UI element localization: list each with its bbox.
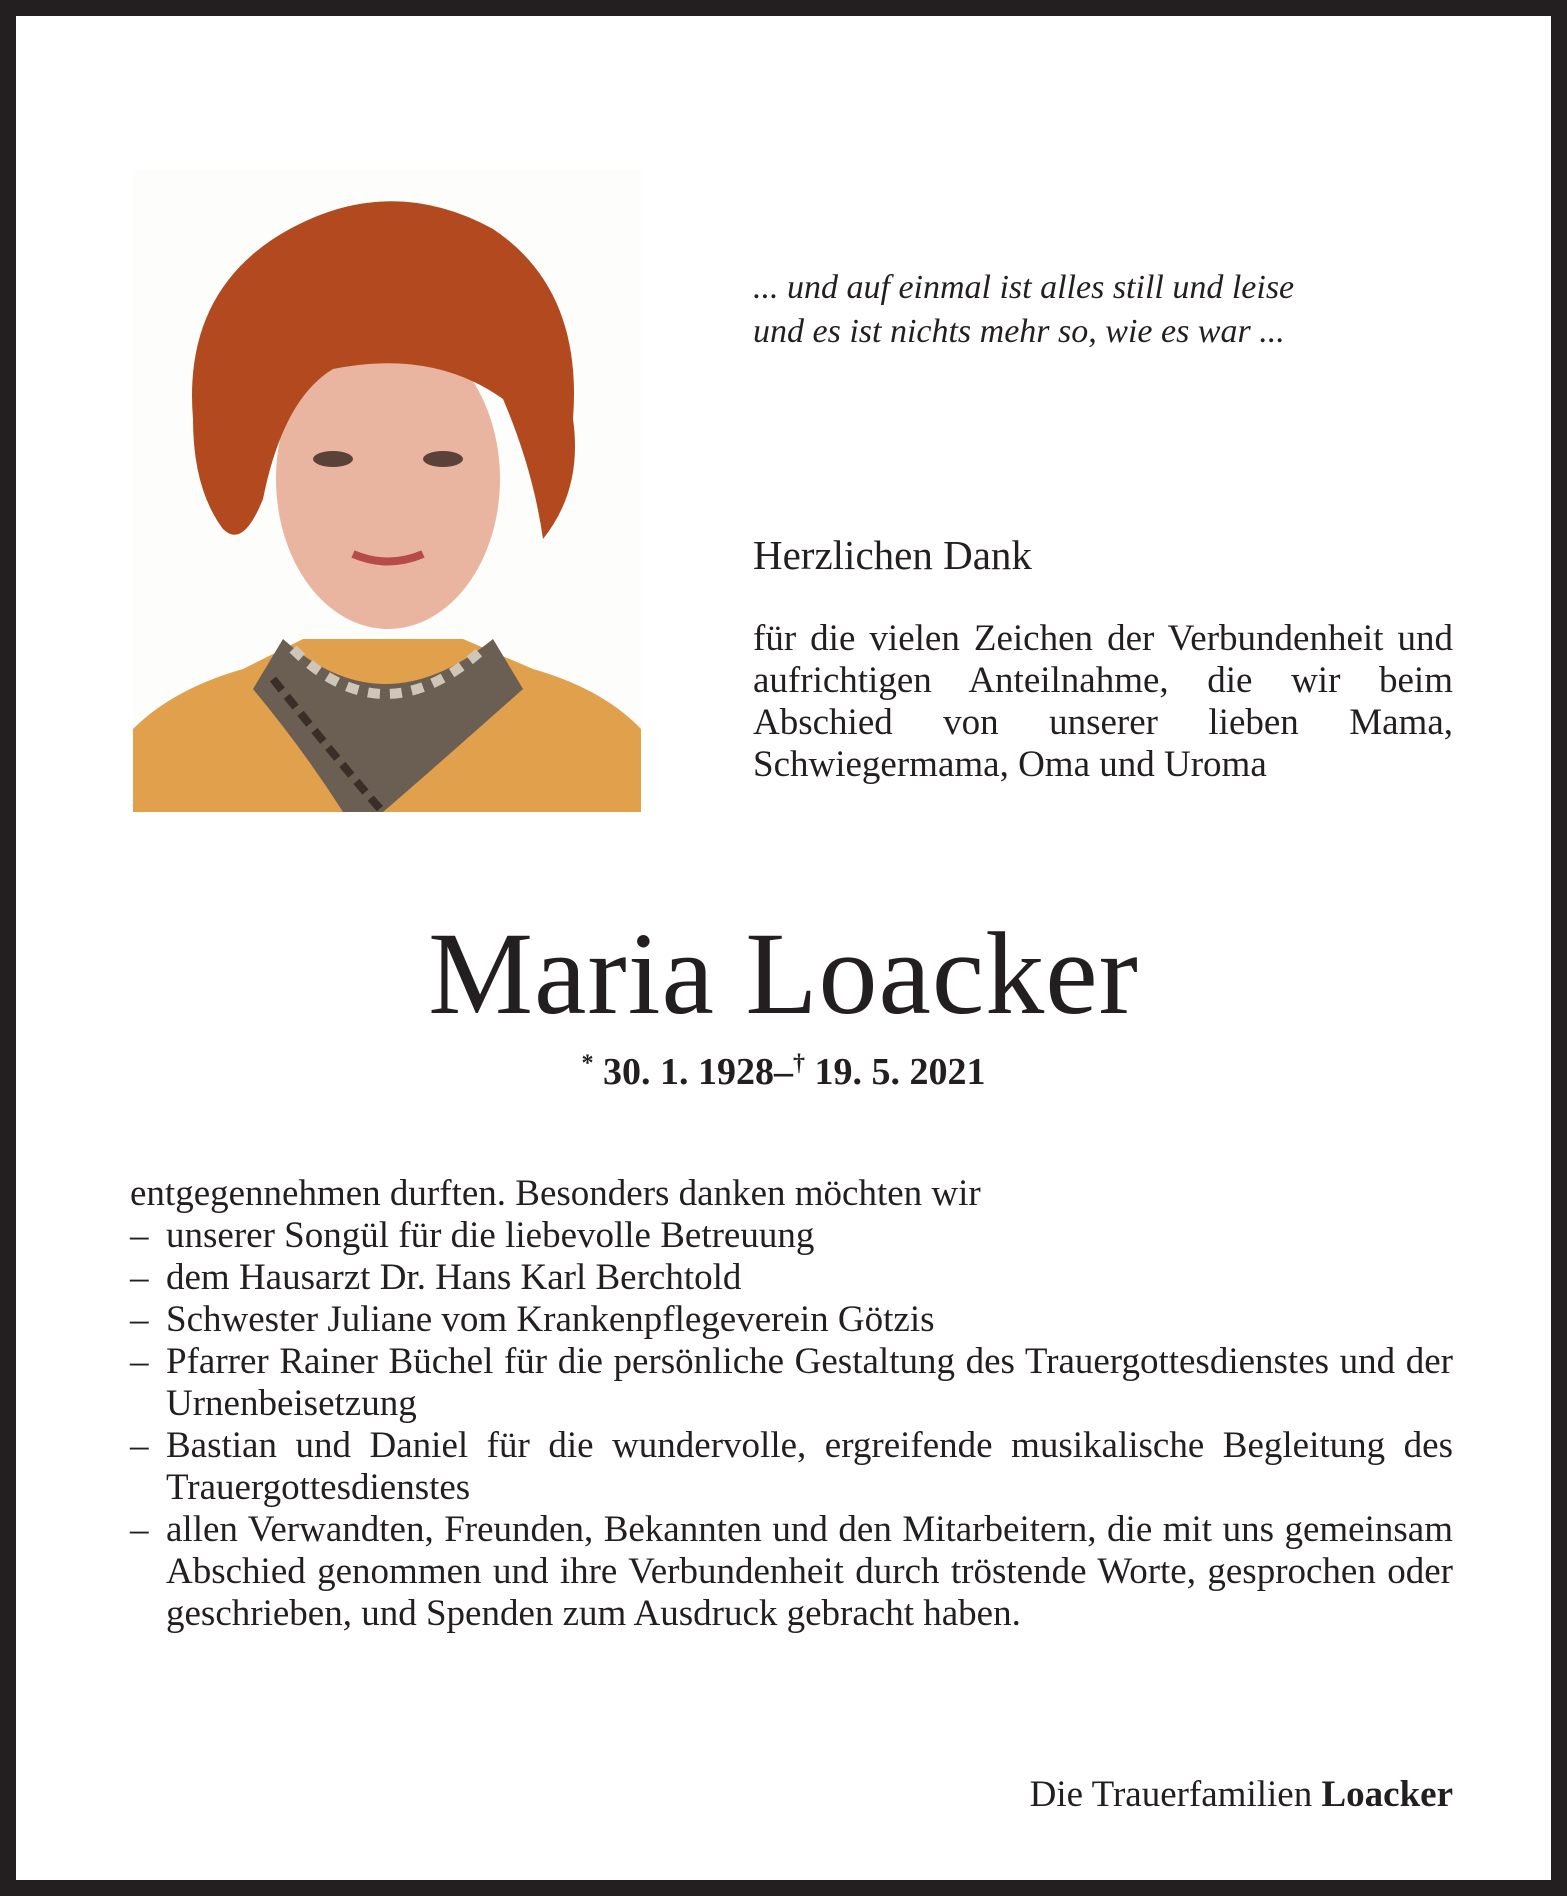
list-item: – Bastian und Daniel für die wundervolle, ergreifende musikalische Begleitung des Trauergottesdienstes [130, 1425, 1453, 1509]
list-item: – dem Hausarzt Dr. Hans Karl Berchtold [130, 1257, 1453, 1299]
list-item: – unserer Songül für die liebevolle Betreuung [130, 1215, 1453, 1257]
quote-line: und es ist nichts mehr so, wie es war ... [753, 313, 1285, 350]
deceased-name: Maria Loacker [428, 908, 1139, 1039]
body-intro: entgegennehmen durften. Besonders danken möchten wir [130, 1173, 981, 1214]
list-item: – Schwester Juliane vom Krankenpflegeverein Götzis [130, 1299, 1453, 1341]
quote-line: ... und auf einmal ist alles still und leise [753, 269, 1295, 306]
birth-star-icon: * [581, 1050, 594, 1077]
death-cross-icon: † [793, 1050, 805, 1077]
portrait-photo [133, 169, 641, 812]
life-dates [16, 1050, 1551, 1094]
list-item: – allen Verwandten, Freunden, Bekannten und den Mitarbeitern, die mit uns gemeinsam Abschied genommen und ihre Verbundenheit durch tröstende Worte, gesprochen oder geschrieben, und Spenden zum Ausdruck gebracht haben. [130, 1509, 1453, 1635]
list-item: – Pfarrer Rainer Büchel für die persönliche Gestaltung des Trauergottesdienstes und der Urnenbeisetzung [130, 1341, 1453, 1425]
thanks-title: Herzlichen Dank [753, 532, 1032, 578]
date-separator: – [774, 1051, 793, 1093]
intro-text: für die vielen Zeichen der Verbundenheit und aufrichtigen Anteilnahme, die wir beim Abschied von unserer lieben Mama, Schwiegermama, Oma und Uroma [753, 618, 1453, 785]
birth-date: 30. 1. 1928 [603, 1051, 774, 1093]
death-date: 19. 5. 2021 [814, 1051, 986, 1093]
signature-prefix: Die Trauerfamilien [1029, 1774, 1313, 1815]
quote [753, 266, 1294, 354]
signature-family: Loacker [1321, 1774, 1453, 1815]
thanks-list [130, 1215, 1453, 1635]
obituary-page [16, 16, 1551, 1880]
signature [1030, 1773, 1453, 1816]
thanks-body [130, 1173, 1453, 1635]
